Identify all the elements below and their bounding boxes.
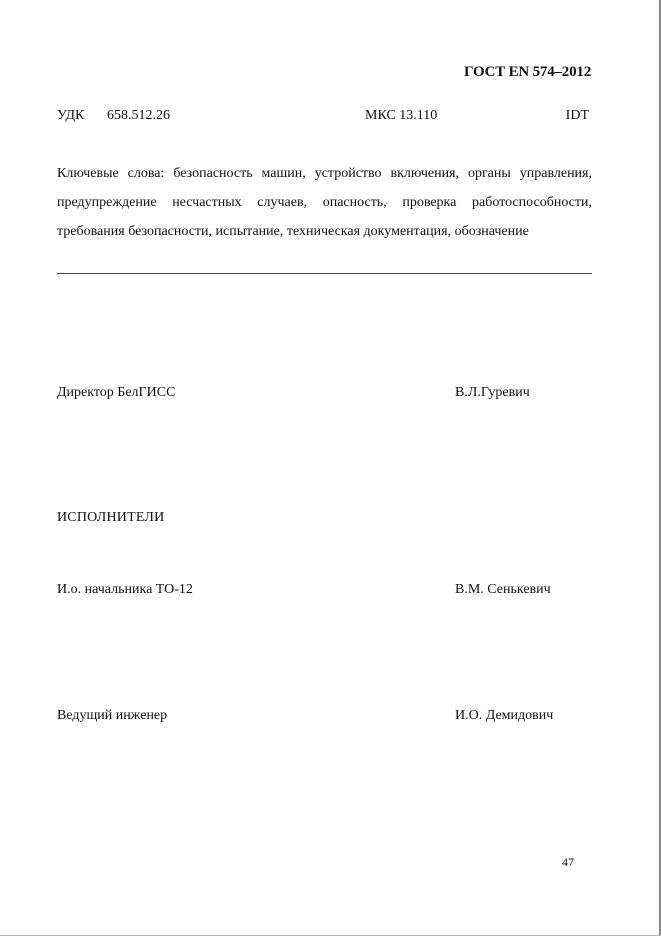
performer-role: И.о. начальника ТО-12	[57, 582, 193, 597]
conformity-degree: IDT	[565, 108, 589, 123]
mks-code: МКС 13.110	[365, 108, 438, 123]
performer-row	[57, 582, 592, 602]
performer-row	[57, 708, 592, 728]
performer-name: В.М. Сенькевич	[455, 582, 551, 597]
udk-label: УДК	[57, 108, 85, 123]
director-signature-row	[57, 385, 592, 405]
performer-name: И.О. Демидович	[455, 708, 554, 723]
classification-row	[57, 108, 591, 126]
director-name: В.Л.Гуревич	[455, 385, 530, 400]
horizontal-rule	[57, 273, 592, 274]
performer-role: Ведущий инженер	[57, 708, 168, 723]
performers-heading: ИСПОЛНИТЕЛИ	[57, 510, 165, 525]
standard-code: ГОСТ EN 574–2012	[464, 64, 591, 80]
director-role: Директор БелГИСС	[57, 385, 176, 400]
udk-value: 658.512.26	[107, 108, 170, 123]
page-number: 47	[562, 855, 574, 869]
keywords-paragraph: Ключевые слова: безопасность машин, устройство включения, органы управления, предупреждение несчастных случаев, опасность, проверка работоспособности, требования безопасности, испытание, техническая документация, обозначение	[57, 166, 592, 239]
